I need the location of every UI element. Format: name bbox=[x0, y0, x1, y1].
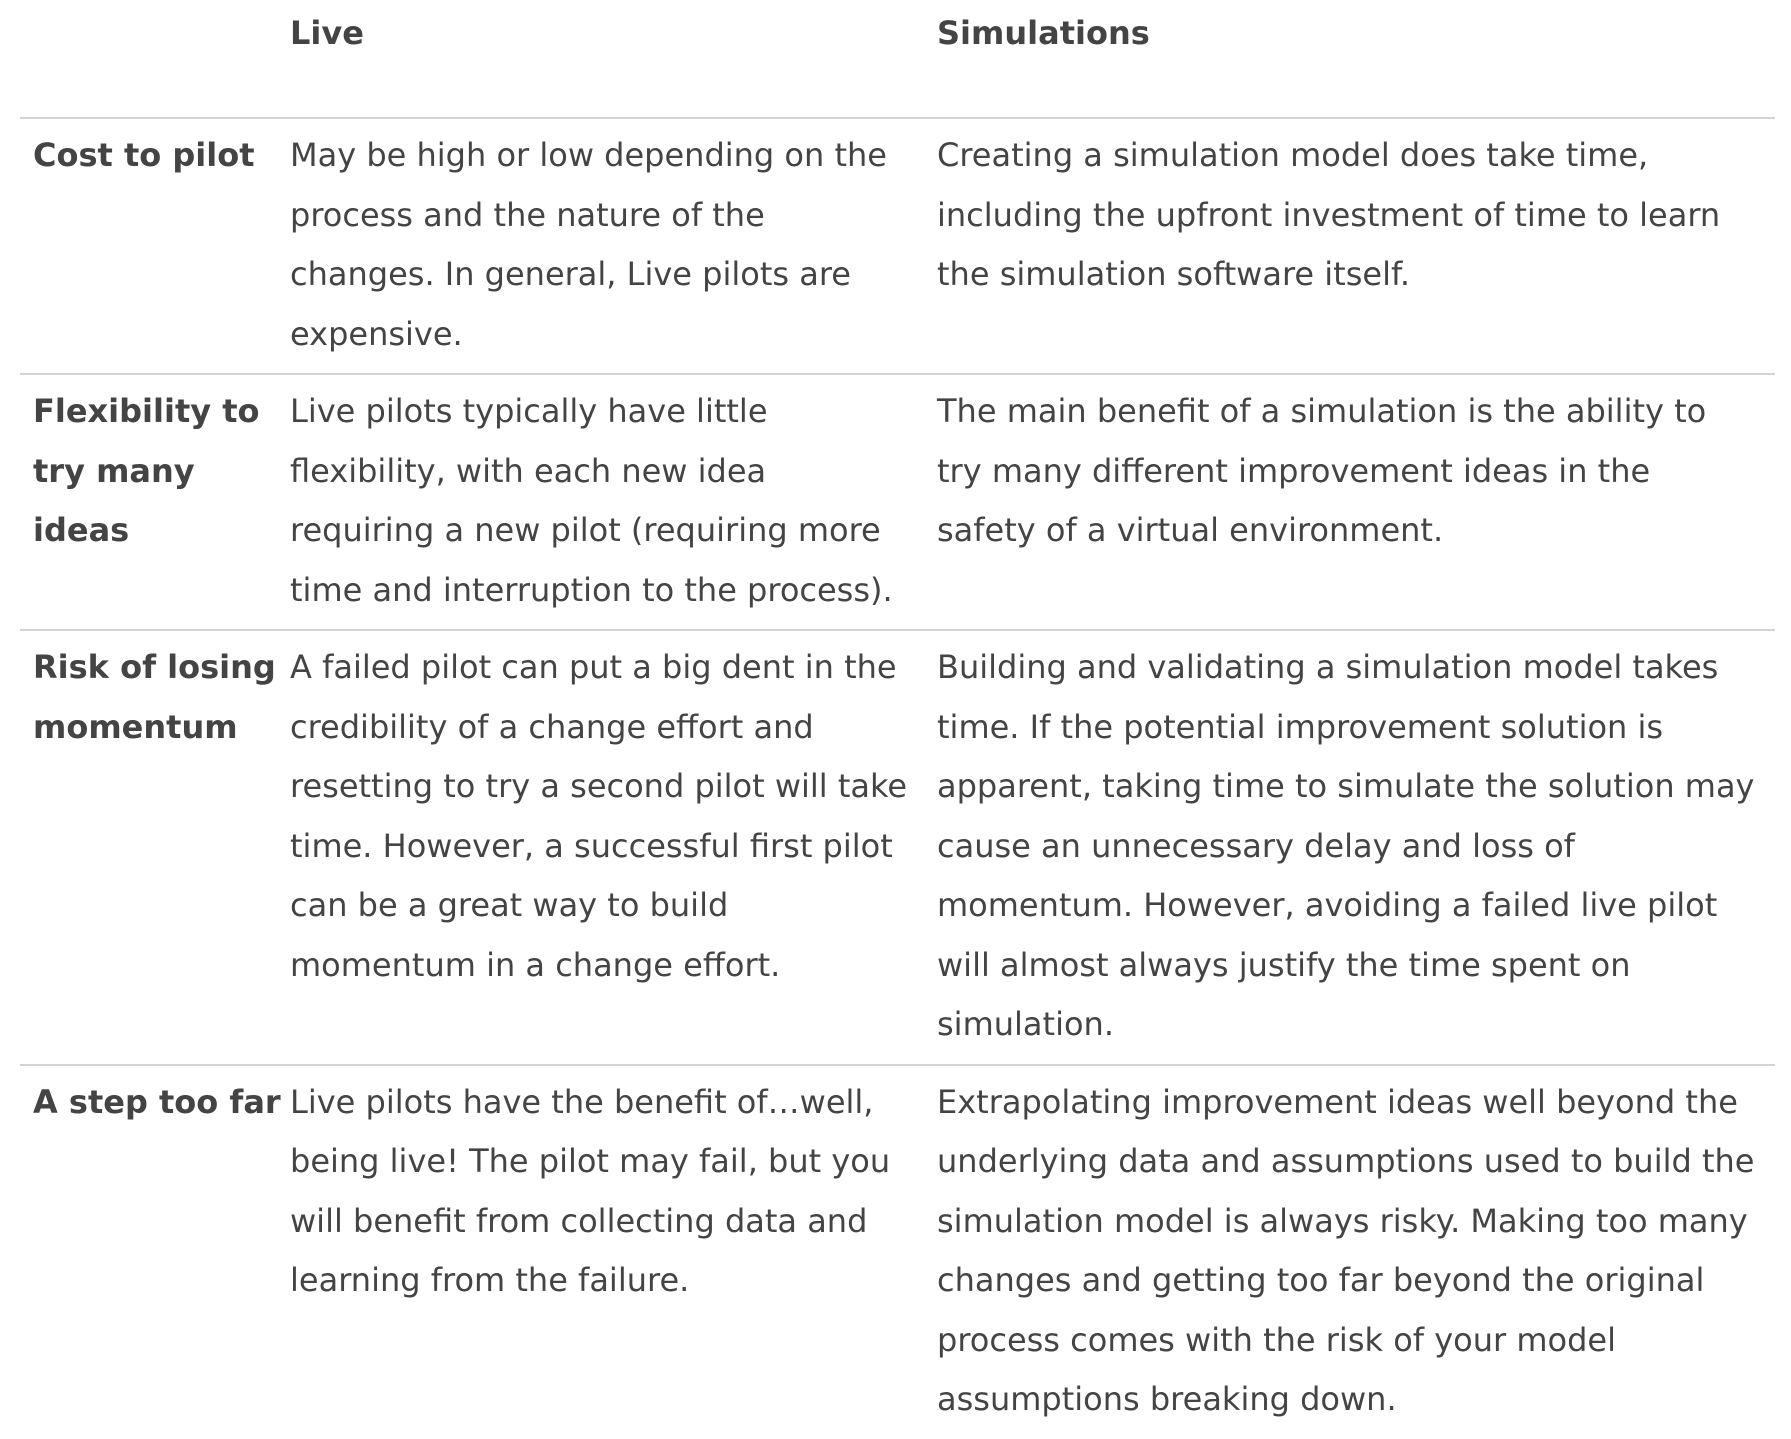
row-label-cost-to-pilot: Cost to pilot bbox=[20, 118, 290, 374]
table-header-row bbox=[20, 0, 1775, 118]
table-row bbox=[20, 630, 1775, 1065]
cell-live: May be high or low depending on the process and the nature of the changes. In general, Live pilots are expensive. bbox=[290, 118, 937, 374]
comparison-table bbox=[20, 0, 1775, 1439]
row-label-risk-of-losing-momentum: Risk of losing momentum bbox=[20, 630, 290, 1065]
header-cell-live: Live bbox=[290, 0, 937, 118]
cell-simulations: Building and validating a simulation model takes time. If the potential improvement solution is apparent, taking time to simulate the solution may cause an unnecessary delay and loss of momentum. However, avoiding a failed live pilot will almost always justify the time spent on simulation. bbox=[937, 630, 1775, 1065]
row-label-a-step-too-far: A step too far bbox=[33, 1082, 281, 1121]
cell-live: A failed pilot can put a big dent in the credibility of a change effort and resetting to try a second pilot will take time. However, a successful first pilot can be a great way to build momentum in a change effort. bbox=[290, 630, 937, 1065]
table-row bbox=[20, 118, 1775, 374]
header-cell-simulations: Simulations bbox=[937, 0, 1775, 118]
cell-live: Live pilots have the benefit of…well, being live! The pilot may fail, but you will benefit from collecting data and learning from the failure. bbox=[290, 1082, 891, 1299]
cell-simulations: The main benefit of a simulation is the ability to try many different improvement ideas in the safety of a virtual environment. bbox=[937, 374, 1775, 630]
cell-simulations: Extrapolating improvement ideas well beyond the underlying data and assumptions used to build the simulation model is always risky. Making too many changes and getting too far beyond the original process comes with the risk of your model assumptions breaking down. bbox=[937, 1082, 1755, 1418]
header-cell-empty bbox=[20, 0, 290, 118]
cell-live: Live pilots typically have little flexibility, with each new idea requiring a new pilot (requiring more time and interruption to the process). bbox=[290, 374, 937, 630]
table-row bbox=[20, 1065, 1775, 1439]
table-row bbox=[20, 374, 1775, 630]
row-label-flexibility: Flexibility to try many ideas bbox=[20, 374, 290, 630]
cell-simulations: Creating a simulation model does take time, including the upfront investment of time to learn the simulation software itself. bbox=[937, 118, 1775, 374]
